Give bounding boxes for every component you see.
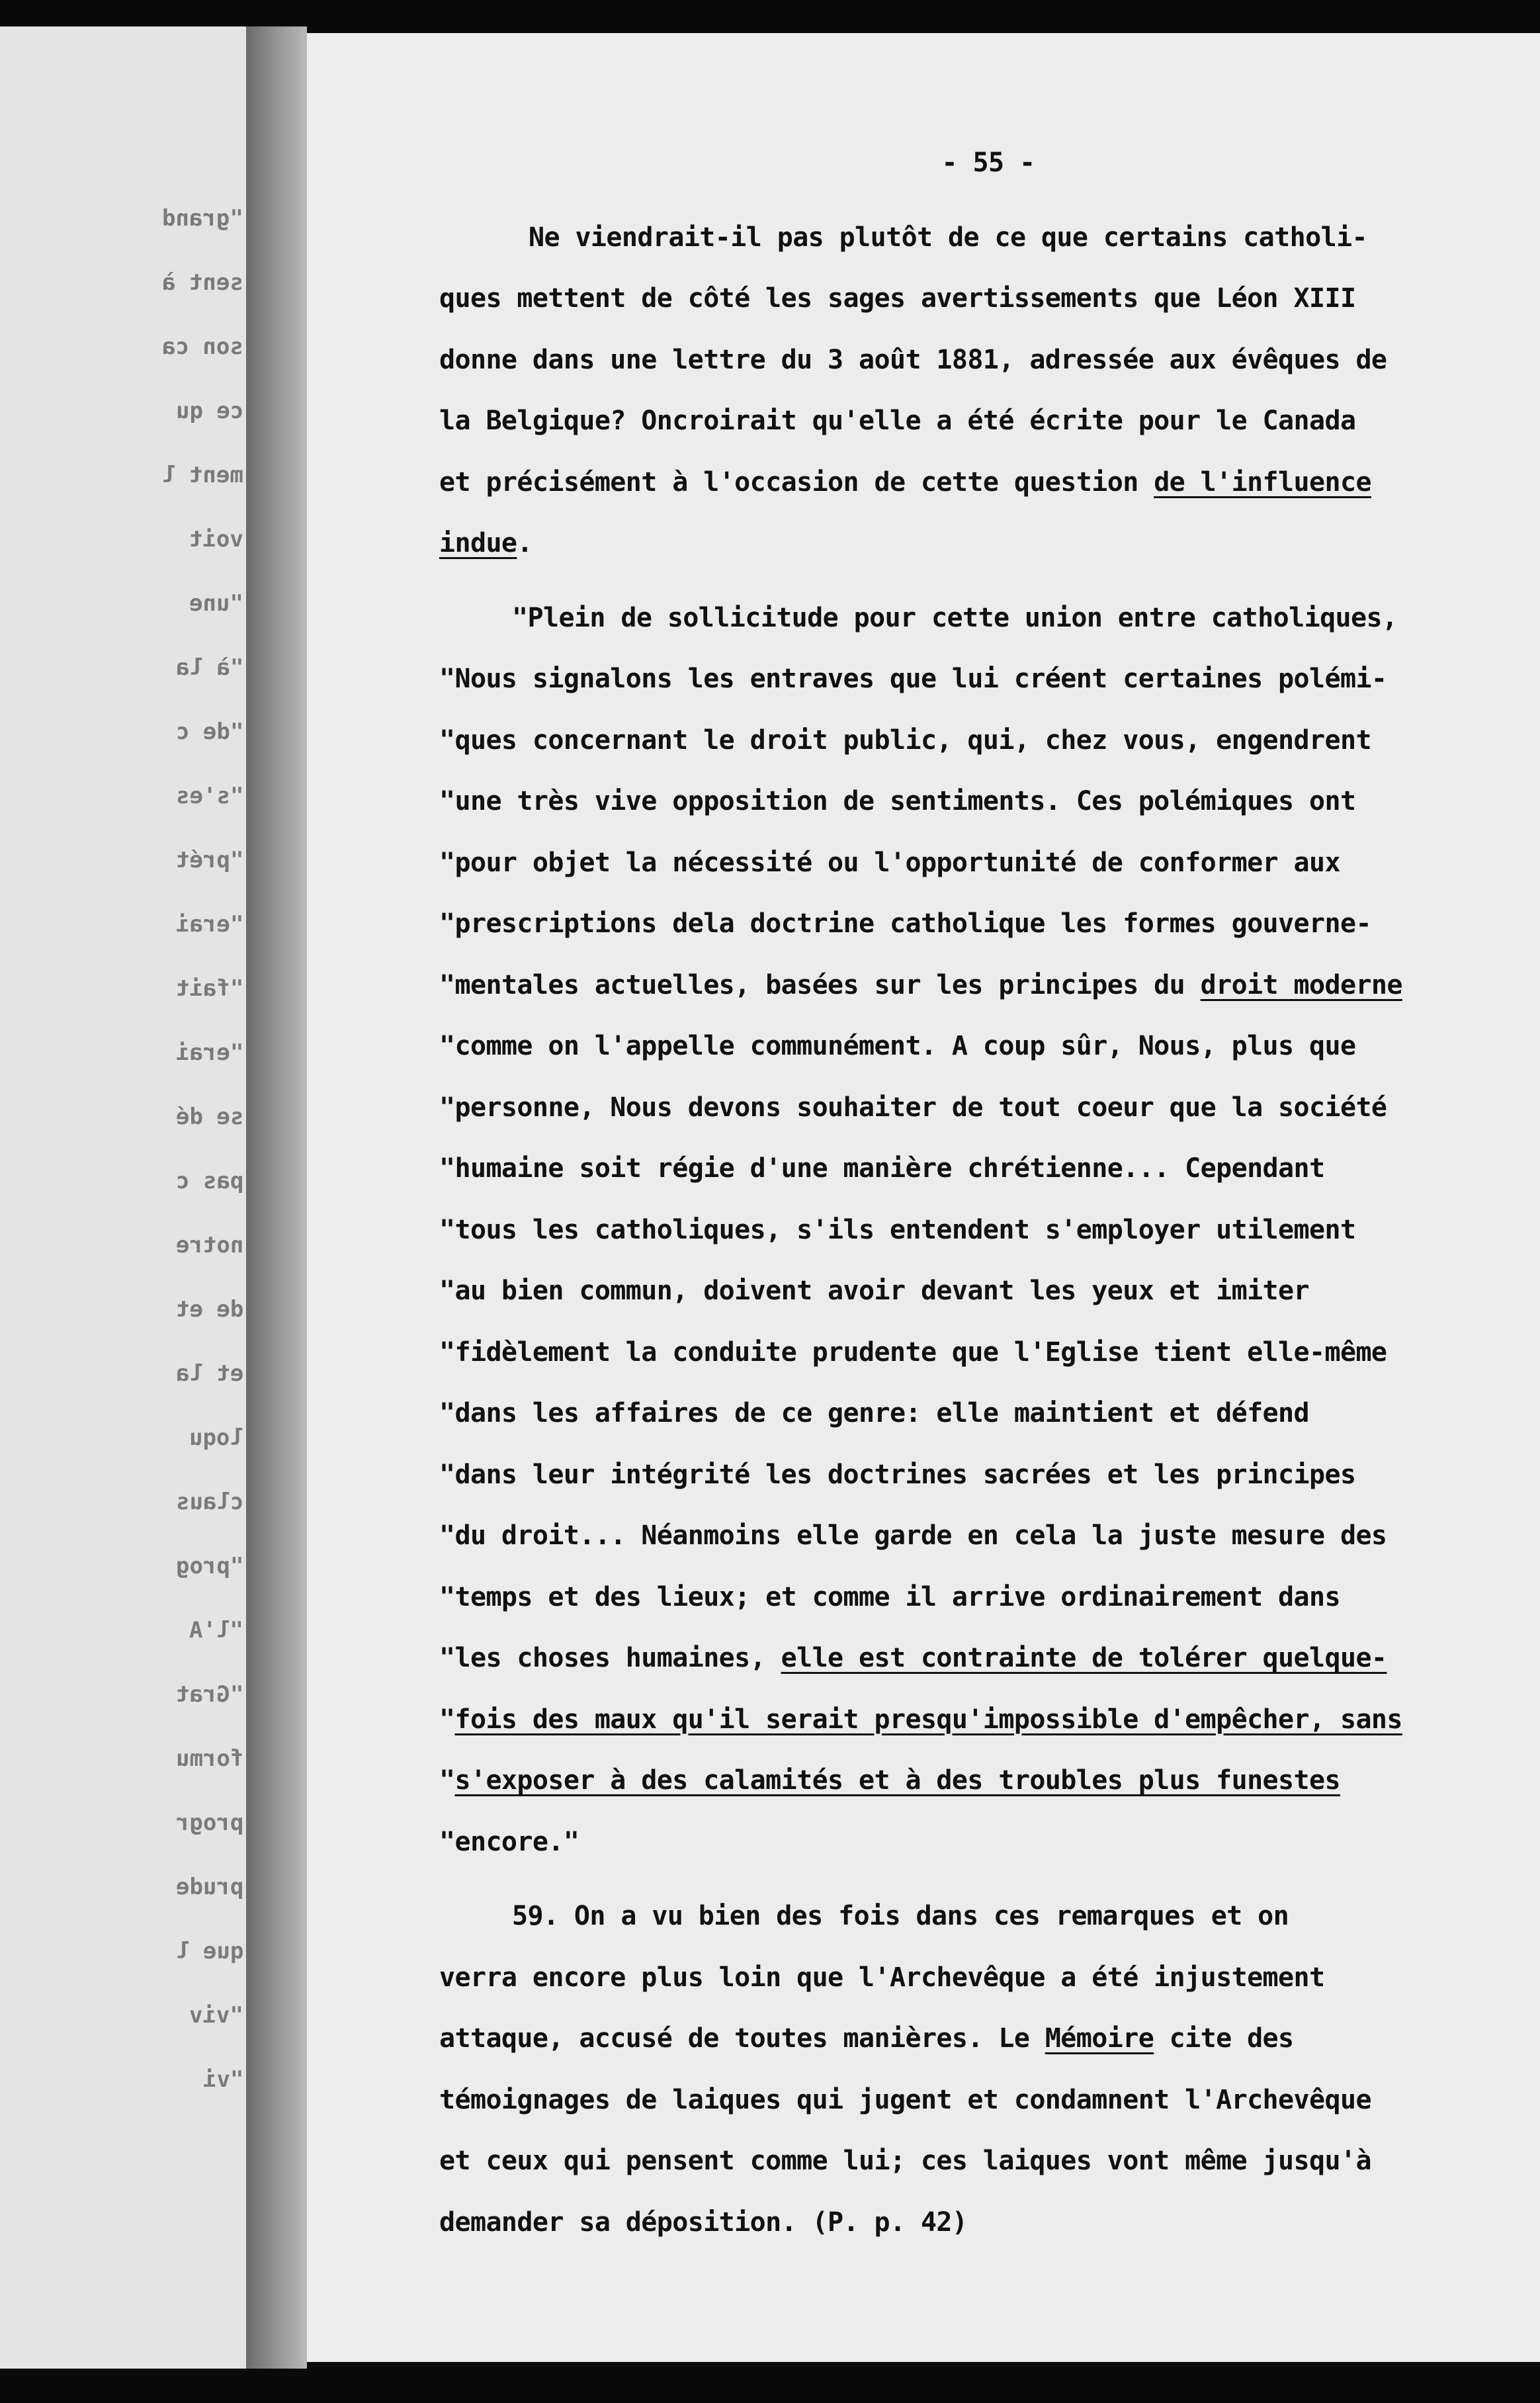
text-segment: ques mettent de côté les sages avertissements que Léon XIII xyxy=(439,283,1356,314)
text-segment: "temps et des lieux; et comme il arrive ordinairement dans xyxy=(439,1581,1340,1612)
left-page-fragment: "l'A xyxy=(189,1617,243,1643)
left-page-fragment: "Grat xyxy=(175,1681,243,1708)
underlined-text: de l'influence xyxy=(1154,466,1371,498)
left-page-fragment: "prog xyxy=(175,1553,243,1579)
text-segment: "comme on l'appelle communément. A coup sûr, Nous, plus que xyxy=(439,1031,1356,1061)
left-page-fragment: "prét xyxy=(175,847,243,873)
text-segment: 59. On a vu bien des fois dans ces remarques et on xyxy=(512,1901,1289,1931)
left-page-fragment: "erai xyxy=(175,911,243,938)
text-line xyxy=(439,390,1537,452)
text-line xyxy=(439,1322,1537,1383)
text-segment: "dans leur intégrité les doctrines sacrées et les principes xyxy=(439,1459,1356,1490)
text-line xyxy=(439,1947,1537,2009)
text-line xyxy=(439,1016,1537,1077)
book-gutter xyxy=(246,26,307,2369)
text-segment: et précisément à l'occasion de cette question xyxy=(439,466,1154,498)
text-segment: "au bien commun, doivent avoir devant les yeux et imiter xyxy=(439,1276,1309,1306)
left-page-fragment: se dé xyxy=(175,1104,243,1130)
text-line xyxy=(439,2070,1537,2131)
text-line xyxy=(439,452,1537,513)
left-page-fragment: sent à xyxy=(162,269,243,296)
text-segment: donne dans une lettre du 3 août 1881, adressée aux évêques de xyxy=(439,344,1387,375)
text-segment: "personne, Nous devons souhaiter de tout coeur que la société xyxy=(439,1092,1387,1123)
left-page-fragment: "s'es xyxy=(175,783,243,809)
underlined-text: droit moderne xyxy=(1200,969,1402,1000)
text-segment: demander sa déposition. (P. p. 42) xyxy=(439,2206,968,2238)
text-segment: "une très vive opposition de sentiments. Ces polémiques ont xyxy=(439,786,1356,816)
text-segment: "pour objet la nécessité ou l'opportunité de conformer aux xyxy=(439,847,1340,878)
left-page-fragment: que l xyxy=(175,1938,243,1964)
text-segment: "humaine soit régie d'une manière chrétienne... Cependant xyxy=(439,1153,1325,1184)
text-line xyxy=(439,1200,1537,1261)
text-line xyxy=(439,1077,1537,1139)
text-segment: cite des xyxy=(1154,2023,1294,2054)
left-page-fragment: ment l xyxy=(162,462,243,488)
left-page-fragment: claus xyxy=(175,1489,243,1515)
text-line xyxy=(439,513,1537,574)
left-page-fragment: prude xyxy=(175,1874,243,1900)
text-line xyxy=(439,268,1537,329)
text-line xyxy=(439,1444,1537,1506)
text-line xyxy=(439,207,1537,269)
underlined-text: s'exposer à des calamités et à des troubles plus funestes xyxy=(454,1765,1340,1796)
text-line xyxy=(439,648,1537,710)
underlined-text: Mémoire xyxy=(1045,2023,1154,2054)
text-line xyxy=(439,1260,1537,1322)
text-segment: "prescriptions dela doctrine catholique les formes gouverne- xyxy=(439,908,1371,939)
left-page-fragment: loqu xyxy=(189,1424,243,1451)
text-line xyxy=(439,1138,1537,1200)
text-segment: attaque, accusé de toutes manières. Le xyxy=(439,2023,1045,2054)
text-line xyxy=(439,1505,1537,1567)
left-page-fragment: "à la xyxy=(175,654,243,681)
text-segment: " xyxy=(439,1765,455,1796)
text-line xyxy=(439,893,1537,955)
quotation-block xyxy=(439,588,1537,1873)
text-segment: "tous les catholiques, s'ils entendent s'employer utilement xyxy=(439,1214,1356,1245)
document-page xyxy=(307,33,1540,2362)
text-segment: "mentales actuelles, basées sur les principes du xyxy=(439,969,1201,1000)
left-page-fragment: "une xyxy=(189,590,243,617)
text-segment: "fidèlement la conduite prudente que l'Eglise tient elle-même xyxy=(439,1336,1387,1368)
left-page-fragment: ce qu xyxy=(175,398,243,424)
underlined-text: indue xyxy=(439,528,517,558)
text-line xyxy=(439,1567,1537,1628)
left-page-fragment: et la xyxy=(175,1360,243,1387)
left-page-fragment: progr xyxy=(175,1810,243,1836)
left-page-fragment: formu xyxy=(175,1745,243,1772)
underlined-text: fois des maux qu'il serait presqu'impossible d'empêcher, sans xyxy=(454,1704,1402,1735)
text-segment: "les choses humaines, xyxy=(439,1643,781,1673)
text-line xyxy=(439,2130,1537,2192)
text-segment: "du droit... Néanmoins elle garde en cela la juste mesure des xyxy=(439,1520,1387,1551)
text-segment: "Nous signalons les entraves que lui créent certaines polémi- xyxy=(439,664,1387,694)
page-text xyxy=(439,132,1537,2253)
text-line xyxy=(439,2192,1537,2253)
text-segment: "ques concernant le droit public, qui, chez vous, engendrent xyxy=(439,724,1371,756)
text-line xyxy=(439,1886,1537,1947)
text-line xyxy=(439,2008,1537,2070)
text-segment: la Belgique? Oncroirait qu'elle a été écrite pour le Canada xyxy=(439,406,1356,436)
left-page-fragment: "erai xyxy=(175,1039,243,1066)
text-segment: "dans les affaires de ce genre: elle maintient et défend xyxy=(439,1398,1309,1428)
left-page-fragment: "viv xyxy=(189,2002,243,2029)
left-page-fragment: de et xyxy=(175,1296,243,1323)
text-line xyxy=(439,588,1537,649)
left-page-fragment: son ca xyxy=(162,333,243,360)
text-segment: . xyxy=(517,528,533,558)
text-segment: "Plein de sollicitude pour cette union entre catholiques, xyxy=(512,602,1398,633)
underlined-text: elle est contrainte de tolérer quelque- xyxy=(781,1643,1387,1673)
text-segment: et ceux qui pensent comme lui; ces laiques vont même jusqu'à xyxy=(439,2146,1371,2176)
left-page-fragment: "grand xyxy=(162,205,243,232)
paragraph-1 xyxy=(439,207,1537,574)
left-page-fragment: "vi xyxy=(202,2066,243,2093)
page-number: - 55 - xyxy=(941,148,1035,178)
text-segment: verra encore plus loin que l'Archevêque a été injustement xyxy=(439,1962,1325,1993)
text-segment: témoignages de laiques qui jugent et condamnent l'Archevêque xyxy=(439,2084,1371,2115)
text-line xyxy=(439,329,1537,391)
text-segment: "encore." xyxy=(439,1826,579,1857)
left-page-fragment: voit xyxy=(189,526,243,552)
left-facing-page xyxy=(0,26,251,2369)
paragraph-59 xyxy=(439,1886,1537,2253)
left-page-fragment: "de c xyxy=(175,719,243,745)
text-line xyxy=(439,1628,1537,1689)
text-line xyxy=(439,1383,1537,1444)
text-line xyxy=(439,710,1537,771)
text-line xyxy=(439,771,1537,832)
text-line xyxy=(439,1689,1537,1751)
text-segment: " xyxy=(439,1704,455,1735)
left-page-fragment: notre xyxy=(175,1232,243,1258)
text-line xyxy=(439,1750,1537,1812)
text-segment: Ne viendrait-il pas plutôt de ce que certains catholi- xyxy=(529,222,1368,253)
left-page-fragment: "fait xyxy=(175,975,243,1002)
text-line xyxy=(439,955,1537,1016)
text-line xyxy=(439,1812,1537,1873)
left-page-fragment: pas c xyxy=(175,1168,243,1194)
text-line xyxy=(439,832,1537,894)
